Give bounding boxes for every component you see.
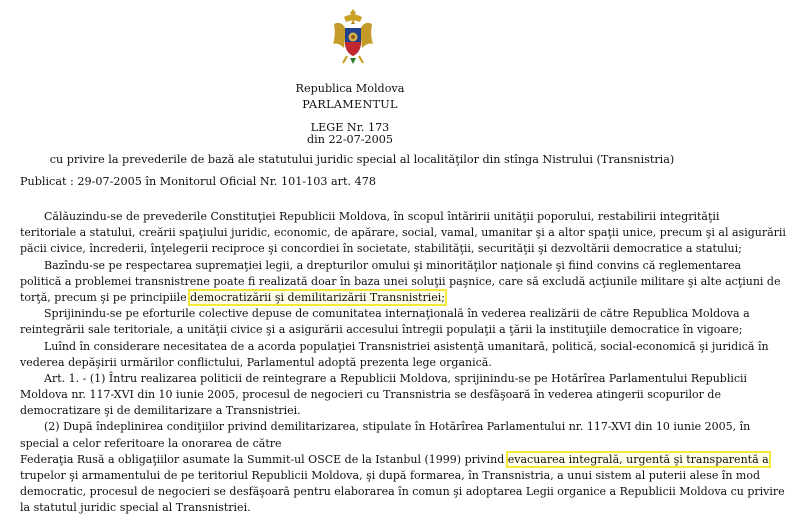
highlighted-text: evacuarea integrală, urgentă şi transparentă a — [507, 452, 769, 466]
text-line: Bazîndu-se pe respectarea supremaţiei legii, a drepturilor omului şi minorităţilor naţionale şi fiind convins că reglementarea — [44, 258, 742, 272]
text-line: Luînd în considerare necesitatea de a acorda populaţiei Transnistriei asistenţă umanitară, politică, social-economică şi juridică în — [44, 339, 769, 353]
text-line: trupelor şi armamentului de pe teritoriul Republicii Moldova, şi după formarea, în Transnistria, a unui sistem al puterii alese în mod — [20, 469, 761, 482]
text-line-start: Federaţia Rusă a obligaţiilor asumate la Summit-ul OSCE de la Istanbul (1999) privind — [20, 452, 505, 466]
text-line: reintegrării sale teritoriale, a unităţii civice şi a asigurării accesului întregii populaţii a ţării la instituţiile democratice în vigoare; — [20, 323, 743, 337]
republic-name: Republica Moldova — [295, 82, 405, 95]
law-number: LEGE Nr. 173 — [310, 121, 390, 134]
text-line: special a celor referitoare la onorarea de către — [20, 436, 282, 450]
text-line — [20, 290, 682, 306]
text-line: democratizare şi de demilitarizare a Transnistriei. — [20, 404, 301, 418]
coat-of-arms-icon — [330, 8, 376, 66]
law-date: din 22-07-2005 — [306, 133, 393, 146]
text-line: Art. 1. - (1) Întru realizarea politicii de reintegrare a Republicii Moldova, sprijinindu-se pe Hotărîrea Parlamentului Republicii — [44, 371, 748, 385]
text-line: păcii civice, încrederii, înţelegerii reciproce şi concordiei în societate, stabilităţii, securităţii şi dezvoltării democratice a statului; — [20, 242, 742, 256]
text-line: Călăuzindu-se de prevederile Constituţiei Republicii Moldova, în scopul întăririi unităţii poporului, restabilirii integrităţii — [44, 210, 720, 223]
text-line: politică a problemei transnistrene poate fi realizată doar în baza unei soluţii paşnice, care să excludă acţiunile militare şi alte acţiuni de — [20, 274, 781, 288]
text-line: Moldova nr. 117-XVI din 10 iunie 2005, procesul de negocieri cu Transnistria se desfăşoară în vederea atingerii scopurilor de — [20, 388, 721, 402]
text-line: la statutul juridic special al Transnistriei. — [20, 501, 251, 515]
text-line: teritoriale a statului, creării spaţiului juridic, economic, de apărare, social, vamal, umanitar şi a altor spaţii unice, precum şi al asigurării — [20, 226, 786, 240]
law-subject: cu privire la prevederile de bază ale statutului juridic special al localităţilor din stînga Nistrului (Transnistria) — [49, 153, 675, 166]
text-line: Sprijinindu-se pe eforturile colective depuse de comunitatea internaţională în vederea realizării de către Republica Moldova a — [44, 307, 750, 321]
text-line: vederea depăşirii urmărilor conflictului, Parlamentul adoptă prezenta lege organică. — [20, 355, 492, 369]
law-body — [20, 209, 786, 517]
text-line — [20, 452, 769, 468]
text-line: democratic, procesul de negocieri se desfăşoară pentru elaborarea în comun şi adoptarea Legii organice a Republicii Moldova cu privire — [20, 485, 785, 499]
parliament-name: PARLAMENTUL — [302, 98, 398, 111]
highlighted-text: democratizării şi demilitarizării Transnistriei; — [190, 290, 445, 304]
text-line-start: torţă, precum şi pe principiile — [20, 290, 187, 304]
publication-info: Publicat : 29-07-2005 în Monitorul Oficial Nr. 101-103 art. 478 — [20, 175, 376, 188]
text-line: (2) După îndeplinirea condiţiilor privind demilitarizarea, stipulate în Hotărîrea Parlamentului nr. 117-XVI din 10 iunie 2005, în — [44, 420, 751, 434]
